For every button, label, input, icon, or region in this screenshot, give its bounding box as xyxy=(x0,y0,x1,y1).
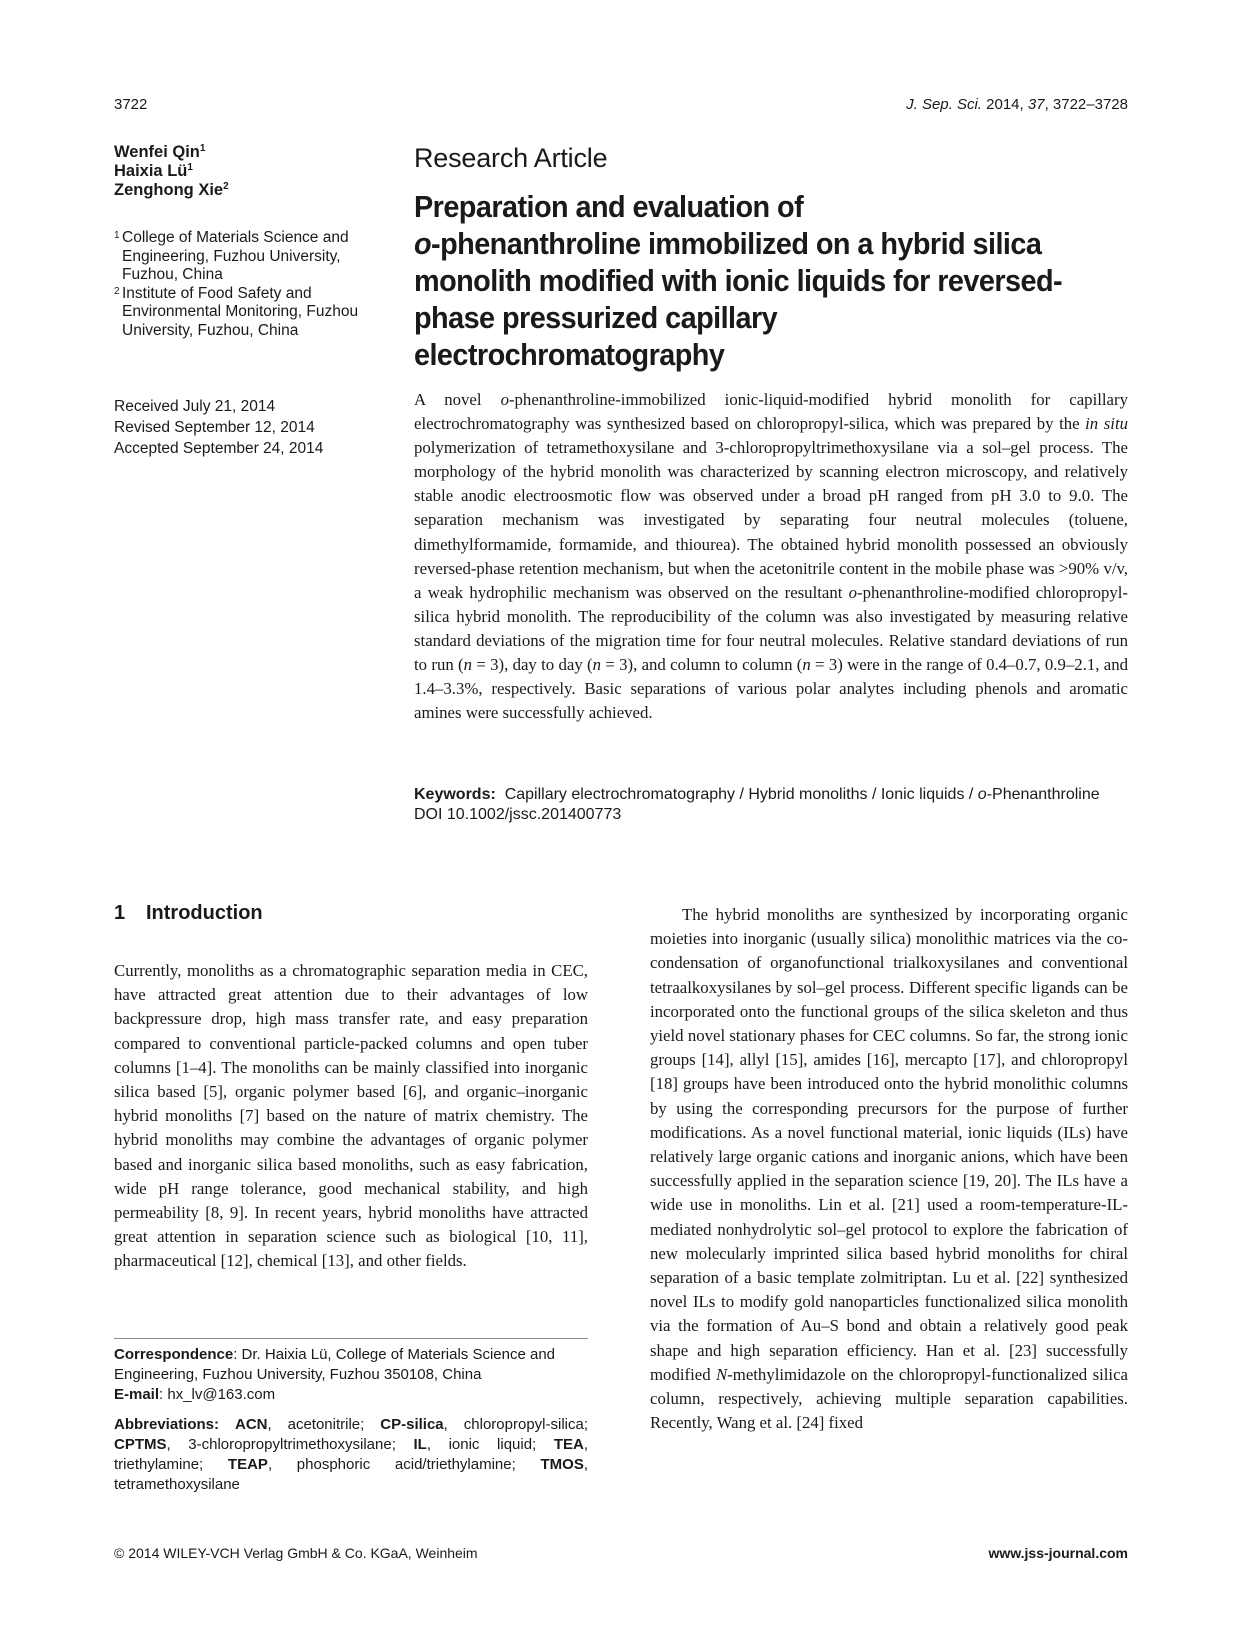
journal-volume: 37 xyxy=(1027,96,1045,113)
intro-left-column xyxy=(114,959,588,1274)
article-title: Preparation and evaluation of o-phenanthroline immobilized on a hybrid silica monolith modified with ionic liquids for reversed-phase pressurized capillary electrochromatography xyxy=(414,189,1063,372)
author: Zenghong Xie$^2$ xyxy=(114,181,229,199)
copyright-notice: © 2014 WILEY-VCH Verlag GmbH & Co. KGaA, Weinheim xyxy=(114,1545,478,1561)
article-dates xyxy=(114,396,323,459)
paragraph: The hybrid monoliths are synthesized by incorporating organic moieties into inorganic (usually silica) monolithic matrices via the co-condensation of organofunctional trialkoxysilanes and conventional tetraalkoxysilanes by sol–gel process. Different specific ligands can be incorporated onto the functional groups of the silica skeleton and thus yield novel stationary phases for CEC columns. So far, the strong ionic groups [14], allyl [15], amides [16], mercapto [17], and chloropropyl [18] groups have been introduced onto the hybrid monolithic columns by using the corresponding precursors for the purpose of further modifications. As a novel functional material, ionic liquids (ILs) have relatively large organic cations and inorganic anions, which have been successfully applied in the separation science [19, 20]. The ILs have a wide use in monoliths. Lin et al. [21] used a room-temperature-IL-mediated nonhydrolytic sol–gel protocol to explore the fabrication of new molecularly imprinted silica based hybrid monoliths for chiral separation of a basic template zolmitriptan. Lu et al. [22] synthesized novel ILs to modify gold nanoparticles functionalized silica monolith via the formation of Au–S bond and obtain a relatively good peak shape and high separation efficiency. Han et al. [23] successfully modified N-methylimidazole on the chloropropyl-functionalized silica column, respectively, achieving multiple separation capabilities. Recently, Wang et al. [24] fixed xyxy=(650,905,1128,1433)
author: Wenfei Qin$^1$ xyxy=(114,143,206,161)
paragraph: Currently, monoliths as a chromatographic separation media in CEC, have attracted great attention due to their advantages of low backpressure drop, high mass transfer rate, and easy preparation compared to conventional particle-packed columns and open tuber columns [1–4]. The monoliths can be mainly classified into inorganic silica based [5], organic polymer based [6], and organic–inorganic hybrid monoliths [7] based on the nature of matrix chemistry. The hybrid monoliths may combine the advantages of organic polymer based and inorganic silica based monoliths, such as easy fabrication, wide pH range tolerance, good mechanical stability, and high permeability [8, 9]. In recent years, hybrid monoliths have attracted great attention in separation science such as biological [10, 11], pharmaceutical [12], chemical [13], and other fields. xyxy=(114,961,588,1271)
abstract: A novel o-phenanthroline-immobilized ionic-liquid-modified hybrid monolith for capillary electrochromatography was synthesized based on chloropropyl-silica, which was prepared by the in situ polymerization of tetramethoxysilane and 3-chloropropyltrimethoxysilane via a sol–gel process. The morphology of the hybrid monolith was characterized by scanning electron microscopy, and relatively stable anodic electroosmotic flow was observed under a broad pH ranged from pH 3.0 to 9.0. The separation mechanism was investigated by separating four neutral molecules (toluene, dimethylformamide, formamide, and thiourea). The obtained hybrid monolith possessed an obviously reversed-phase retention mechanism, but when the acetonitrile content in the mobile phase was >90% v/v, a weak hydrophilic mechanism was observed on the resultant o-phenanthroline-modified chloropropyl-silica hybrid monolith. The reproducibility of the column was also investigated by measuring relative standard deviations of the migration time for four neutral molecules. Relative standard deviations of run to run (n = 3), day to day (n = 3), and column to column (n = 3) were in the range of 0.4–0.7, 0.9–2.1, and 1.4–3.3%, respectively. Basic separations of various polar analytes including phenols and aromatic amines were successfully achieved. xyxy=(414,390,1128,723)
intro-right-column xyxy=(650,903,1128,1435)
correspondence-footnote: Correspondence: Dr. Haixia Lü, College of Materials Science and Engineering, Fuzhou University, Fuzhou 350108, China E-mail: hx_lv@163.com xyxy=(114,1346,556,1403)
abbreviations-footnote: Abbreviations: ACN, acetonitrile; CP-silica, chloropropyl-silica; CPTMS, 3-chloropropyltrimethoxysilane; IL, ionic liquid; TEA, triethylamine; TEAP, phosphoric acid/triethylamine; TMOS, tetramethoxysilane xyxy=(114,1416,589,1493)
author-list xyxy=(114,143,229,200)
journal-pages: 3722–3728 xyxy=(1052,96,1128,113)
journal-website-link[interactable]: www.jss-journal.com xyxy=(988,1545,1128,1561)
received-date: Received July 21, 2014 xyxy=(114,398,276,415)
author: Haixia $Lü^1$ xyxy=(114,162,193,180)
affiliations xyxy=(114,229,364,340)
affiliation: 1 College of Materials Science and Engineering, Fuzhou University, Fuzhou, China xyxy=(114,229,349,283)
email-link[interactable]: : hx_lv@163.com xyxy=(159,1386,276,1403)
page-number: 3722 xyxy=(114,96,148,113)
revised-date: Revised September 12, 2014 xyxy=(114,419,315,436)
section-heading-introduction: 1 Introduction xyxy=(114,902,263,924)
article-type: Research Article xyxy=(414,143,608,173)
running-head: J. Sep. Sci. 2014, 37, 3722–3728 xyxy=(906,96,1128,113)
journal-year: 2014 xyxy=(986,96,1020,113)
affiliation: 2 Institute of Food Safety and Environmental Monitoring, Fuzhou University, Fuzhou, China xyxy=(114,284,359,339)
keywords: Keywords: Capillary electrochromatography / Hybrid monoliths / Ionic liquids / o-Phenanthroline xyxy=(414,786,1100,803)
journal-abbrev: J. Sep. Sci. xyxy=(906,96,982,113)
keywords-block xyxy=(414,785,1128,825)
accepted-date: Accepted September 24, 2014 xyxy=(114,440,324,457)
doi[interactable]: DOI 10.1002/jssc.201400773 xyxy=(414,806,622,823)
footnote-separator xyxy=(114,1338,588,1339)
